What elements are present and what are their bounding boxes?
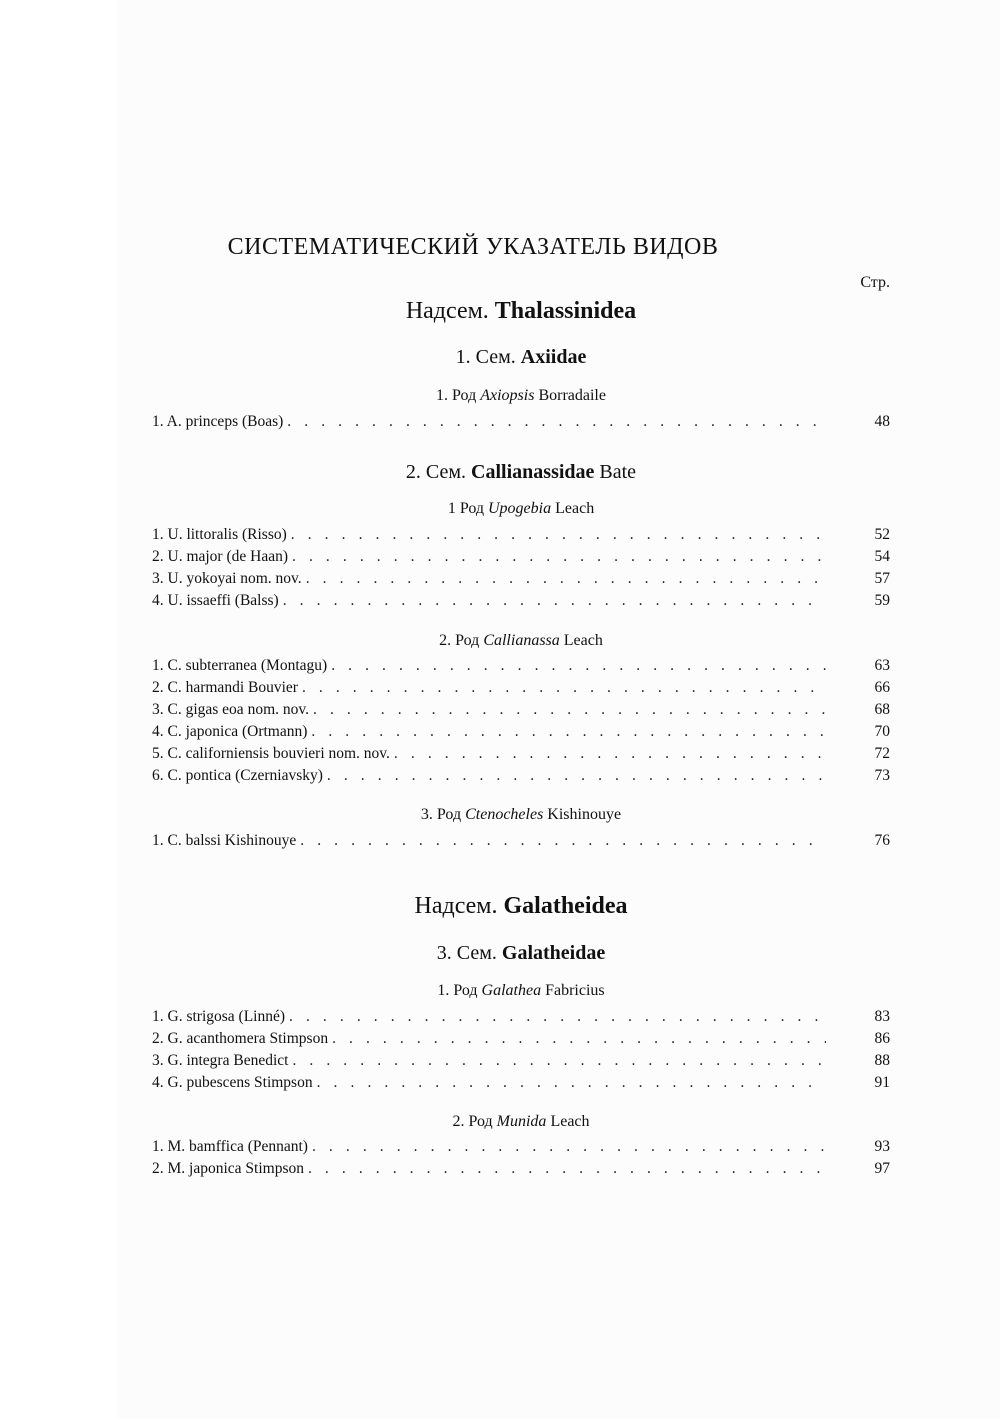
species-entry (152, 723, 890, 745)
species-list (152, 1008, 890, 1096)
species-page: 70 (874, 723, 890, 740)
genus-heading (152, 806, 890, 824)
species-entry (152, 745, 890, 767)
family-name: Callianassidae (471, 461, 595, 483)
species-name: 4. G. pubescens Stimpson (152, 1074, 313, 1091)
species-list (152, 526, 890, 614)
genus-author: Leach (550, 1113, 590, 1130)
family-name: Axiidae (520, 346, 587, 368)
species-entry (152, 570, 890, 592)
species-entry (152, 701, 890, 723)
genus-author: Kishinouye (547, 806, 622, 823)
species-name: 5. C. californiensis bouvieri nom. nov. (152, 745, 390, 762)
species-page: 66 (874, 679, 890, 696)
genus-heading (152, 1113, 890, 1131)
genus-author: Borradaile (538, 387, 606, 404)
species-name: 3. G. integra Benedict (152, 1052, 289, 1069)
species-page: 48 (874, 413, 890, 430)
superfamily-name: Thalassinidea (494, 298, 637, 324)
dot-leader (317, 1074, 826, 1092)
dot-leader (311, 723, 826, 741)
dot-leader (312, 1138, 826, 1156)
species-entry (152, 1160, 890, 1182)
species-name: 4. C. japonica (Ortmann) (152, 723, 308, 740)
species-entry (152, 1138, 890, 1160)
superfamily-heading (152, 893, 890, 920)
species-name: 4. U. issaeffi (Balss) (152, 592, 279, 609)
family-heading (152, 942, 890, 965)
family-name: Galatheidae (501, 942, 606, 964)
genus-name: Ctenocheles (465, 806, 544, 823)
species-name: 2. C. harmandi Bouvier (152, 679, 298, 696)
genus-prefix: 2. Род (439, 632, 480, 649)
dot-leader (313, 701, 826, 719)
genus-name: Galathea (481, 982, 542, 999)
species-entry (152, 1030, 890, 1052)
species-page: 59 (874, 592, 890, 609)
superfamily-name: Galatheidea (503, 893, 628, 919)
species-list (152, 832, 890, 854)
dot-leader (327, 767, 826, 785)
dot-leader (308, 1160, 826, 1178)
genus-prefix: 1. Род (437, 982, 478, 999)
species-page: 83 (874, 1008, 890, 1025)
genus-prefix: 1 Род (447, 500, 484, 517)
genus-prefix: 2. Род (452, 1113, 493, 1130)
genus-prefix: 1. Род (436, 387, 477, 404)
species-list (152, 657, 890, 789)
dot-leader (291, 526, 826, 544)
genus-name: Axiopsis (480, 387, 535, 404)
species-entry (152, 526, 890, 548)
species-entry (152, 1052, 890, 1074)
species-entry (152, 832, 890, 854)
species-entry (152, 592, 890, 614)
species-entry (152, 1008, 890, 1030)
species-page: 76 (874, 832, 890, 849)
family-heading (152, 461, 890, 484)
superfamily-prefix: Надсем. (405, 298, 489, 324)
dot-leader (292, 1052, 826, 1070)
genus-name: Upogebia (488, 500, 552, 517)
dot-leader (394, 745, 826, 763)
genus-name: Callianassa (483, 632, 560, 649)
species-page: 52 (874, 526, 890, 543)
species-name: 6. C. pontica (Czerniavsky) (152, 767, 323, 784)
species-name: 1. A. princeps (Boas) (152, 413, 284, 430)
species-list (152, 1138, 890, 1182)
family-heading (152, 346, 890, 369)
dot-leader (331, 657, 826, 675)
dot-leader (302, 679, 826, 697)
species-page: 63 (874, 657, 890, 674)
species-page: 73 (874, 767, 890, 784)
family-prefix: 1. Сем. (455, 346, 516, 368)
page-column-label: Стр. (860, 274, 890, 291)
species-page: 97 (874, 1160, 890, 1177)
family-prefix: 3. Сем. (436, 942, 497, 964)
species-entry (152, 679, 890, 701)
species-page: 72 (874, 745, 890, 762)
species-name: 1. G. strigosa (Linné) (152, 1008, 286, 1025)
genus-heading (152, 387, 890, 405)
species-page: 91 (874, 1074, 890, 1091)
document-title: СИСТЕМАТИЧЕСКИЙ УКАЗАТЕЛЬ ВИДОВ (227, 234, 719, 260)
superfamily-heading (152, 298, 890, 325)
dot-leader (283, 592, 826, 610)
species-page: 93 (874, 1138, 890, 1155)
species-name: 3. C. gigas eoa nom. nov. (152, 701, 309, 718)
species-name: 1. C. subterranea (Montagu) (152, 657, 328, 674)
dot-leader (300, 832, 826, 850)
genus-author: Fabricius (545, 982, 605, 999)
dot-leader (292, 548, 826, 566)
species-entry (152, 1074, 890, 1096)
dot-leader (332, 1030, 826, 1048)
species-name: 1. U. littoralis (Risso) (152, 526, 287, 543)
genus-name: Munida (496, 1113, 547, 1130)
species-entry (152, 767, 890, 789)
species-name: 2. G. acanthomera Stimpson (152, 1030, 329, 1047)
genus-heading (152, 632, 890, 650)
dot-leader (287, 413, 826, 431)
genus-author: Leach (555, 500, 595, 517)
dot-leader (289, 1008, 826, 1026)
species-entry (152, 548, 890, 570)
genus-heading (152, 982, 890, 1000)
species-entry (152, 657, 890, 679)
family-author: Bate (599, 461, 637, 483)
species-page: 68 (874, 701, 890, 718)
species-entry (152, 413, 890, 435)
genus-heading (152, 500, 890, 518)
species-name: 2. M. japonica Stimpson (152, 1160, 304, 1177)
species-page: 57 (874, 570, 890, 587)
species-page: 54 (874, 548, 890, 565)
superfamily-prefix: Надсем. (414, 893, 498, 919)
species-list (152, 413, 890, 435)
species-name: 2. U. major (de Haan) (152, 548, 289, 565)
genus-prefix: 3. Род (420, 806, 462, 823)
dot-leader (306, 570, 826, 588)
species-name: 1. M. bamffica (Pennant) (152, 1138, 308, 1155)
species-name: 3. U. yokoyai nom. nov. (152, 570, 302, 587)
species-name: 1. C. balssi Kishinouye (152, 832, 297, 849)
species-page: 86 (874, 1030, 890, 1047)
species-page: 88 (874, 1052, 890, 1069)
genus-author: Leach (563, 632, 603, 649)
family-prefix: 2. Сем. (405, 461, 467, 483)
